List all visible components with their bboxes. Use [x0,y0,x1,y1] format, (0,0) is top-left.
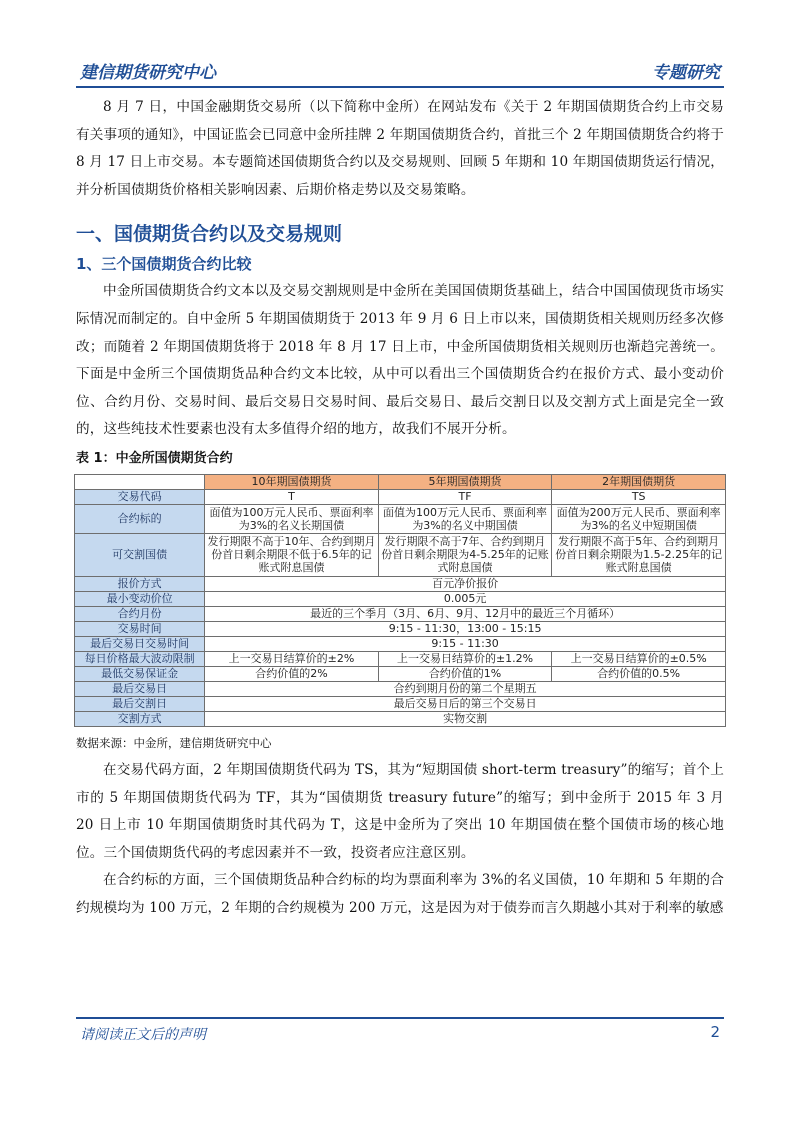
cell-value: TS [552,489,726,504]
row-label: 最后交易日 [75,681,205,696]
cell-value: 9:15 - 11:30 [205,636,726,651]
cell-value: 实物交割 [205,711,726,726]
table-row [75,711,726,726]
cell-value: 合约价值的2% [205,666,379,681]
row-label: 交易时间 [75,621,205,636]
cell-value: T [205,489,379,504]
page-header [76,56,724,88]
cell-value: 百元净价报价 [205,576,726,591]
footer-disclaimer: 请阅读正文后的声明 [80,1027,206,1043]
table-header-row [75,474,726,489]
table-row [75,621,726,636]
page-number: 2 [710,1023,720,1041]
cell-value: 合约价值的0.5% [552,666,726,681]
comparison-paragraph: 中金所国债期货合约文本以及交易交割规则是中金所在美国国债期货基础上，结合中国国债现货市场实际情况而制定的。自中金所 5 年期国债期货于 2013 年 9 月 6 日上市以来，国债期货相关规则历经多次修改；而随着 2 年期国债期货将于 2018 年 8 月 17 日上市，中金所国债期货相关规则历也渐趋完善统一。下面是中金所三个国债期货品种合约文本比较，从中可以看出三个国债期货合约在报价方式、最小变动价位、合约月份、交易时间、最后交易日交易时间、最后交易日、最后交割日以及交割方式上面是完全一致的，这些纯技术性要素也没有太多值得介绍的地方，故我们不展开分析。 [76,283,724,438]
row-label: 交割方式 [75,711,205,726]
underlying-paragraph: 在合约标的方面，三个国债期货品种合约标的均为票面利率为 3%的名义国债，10 年期和 5 年期的合约规模均为 100 万元，2 年期的合约规模为 200 万元，这是因为对于债券而言久期越小其对于利率的敏感 [76,872,724,916]
table-row [75,533,726,576]
row-label: 合约月份 [75,606,205,621]
page-content [76,94,724,923]
table-row [75,504,726,533]
cell-value: 上一交易日结算价的±1.2% [378,651,552,666]
table-source: 数据来源：中金所，建信期货研究中心 [76,735,272,750]
row-label: 报价方式 [75,576,205,591]
table-row [75,591,726,606]
header-category: 专题研究 [652,63,720,83]
contract-table [74,474,726,727]
table-row [75,666,726,681]
cell-value: 发行期限不高于10年、合约到期月份首日剩余期限不低于6.5年的记账式附息国债 [205,533,379,576]
cell-value: 上一交易日结算价的±2% [205,651,379,666]
table-row [75,651,726,666]
subsection-title: 1、三个国债期货合约比较 [76,255,252,274]
table-caption: 表 1：中金所国债期货合约 [76,450,233,466]
row-label: 可交割国债 [75,533,205,576]
cell-value: 发行期限不高于5年、合约到期月份首日剩余期限为1.5-2.25年的记账式附息国债 [552,533,726,576]
code-paragraph: 在交易代码方面，2 年期国债期货代码为 TS，其为“短期国债 short-term treasury”的缩写；首个上市的 5 年期国债期货代码为 TF，其为“国债期货 treasury future”的缩写；到中金所于 2015 年 3 月 20 日上市 10 年期国债期货时其代码为 T，这是中金所为了突出 10 年期国债在整个国债市场的核心地位。三个国债期货代码的考虑因素并不一致，投资者应注意区别。 [76,761,724,861]
cell-value: 合约价值的1% [378,666,552,681]
table-row [75,696,726,711]
header-2y: 2年期国债期货 [552,474,726,489]
cell-value: 面值为100万元人民币、票面利率为3%的名义中期国债 [378,504,552,533]
table-row [75,489,726,504]
cell-value: 面值为200万元人民币、票面利率为3%的名义中短期国债 [552,504,726,533]
row-label: 合约标的 [75,504,205,533]
cell-value: 合约到期月份的第二个星期五 [205,681,726,696]
table-row [75,636,726,651]
row-label: 最低交易保证金 [75,666,205,681]
cell-value: 9:15 - 11:30，13:00 - 15:15 [205,621,726,636]
row-label: 最后交割日 [75,696,205,711]
row-label: 交易代码 [75,489,205,504]
cell-value: 最后交易日后的第三个交易日 [205,696,726,711]
table-row [75,681,726,696]
table-row [75,576,726,591]
cell-value: 0.005元 [205,591,726,606]
table-corner [75,474,205,489]
page-footer [76,1017,724,1047]
header-10y: 10年期国债期货 [205,474,379,489]
cell-value: 发行期限不高于7年、合约到期月份首日剩余期限为4-5.25年的记账式附息国债 [378,533,552,576]
cell-value: 最近的三个季月（3月、6月、9月、12月中的最近三个月循环） [205,606,726,621]
header-5y: 5年期国债期货 [378,474,552,489]
contract-table-wrap [74,474,726,727]
cell-value: TF [378,489,552,504]
row-label: 最后交易日交易时间 [75,636,205,651]
section-title: 一、国债期货合约以及交易规则 [76,223,343,246]
intro-paragraph: 8 月 7 日，中国金融期货交易所（以下简称中金所）在网站发布《关于 2 年期国债期货合约上市交易有关事项的通知》，中国证监会已同意中金所挂牌 2 年期国债期货合约，首批三个 2 年期国债期货合约将于 8 月 17 日上市交易。本专题简述国债期货合约以及交易规则、回顾 5 年期和 10 年期国债期货运行情况，并分析国债期货价格相关影响因素、后期价格走势以及交易策略。 [76,99,724,198]
row-label: 最小变动价位 [75,591,205,606]
row-label: 每日价格最大波动限制 [75,651,205,666]
table-row [75,606,726,621]
cell-value: 上一交易日结算价的±0.5% [552,651,726,666]
header-org: 建信期货研究中心 [80,63,216,83]
cell-value: 面值为100万元人民币、票面利率为3%的名义长期国债 [205,504,379,533]
